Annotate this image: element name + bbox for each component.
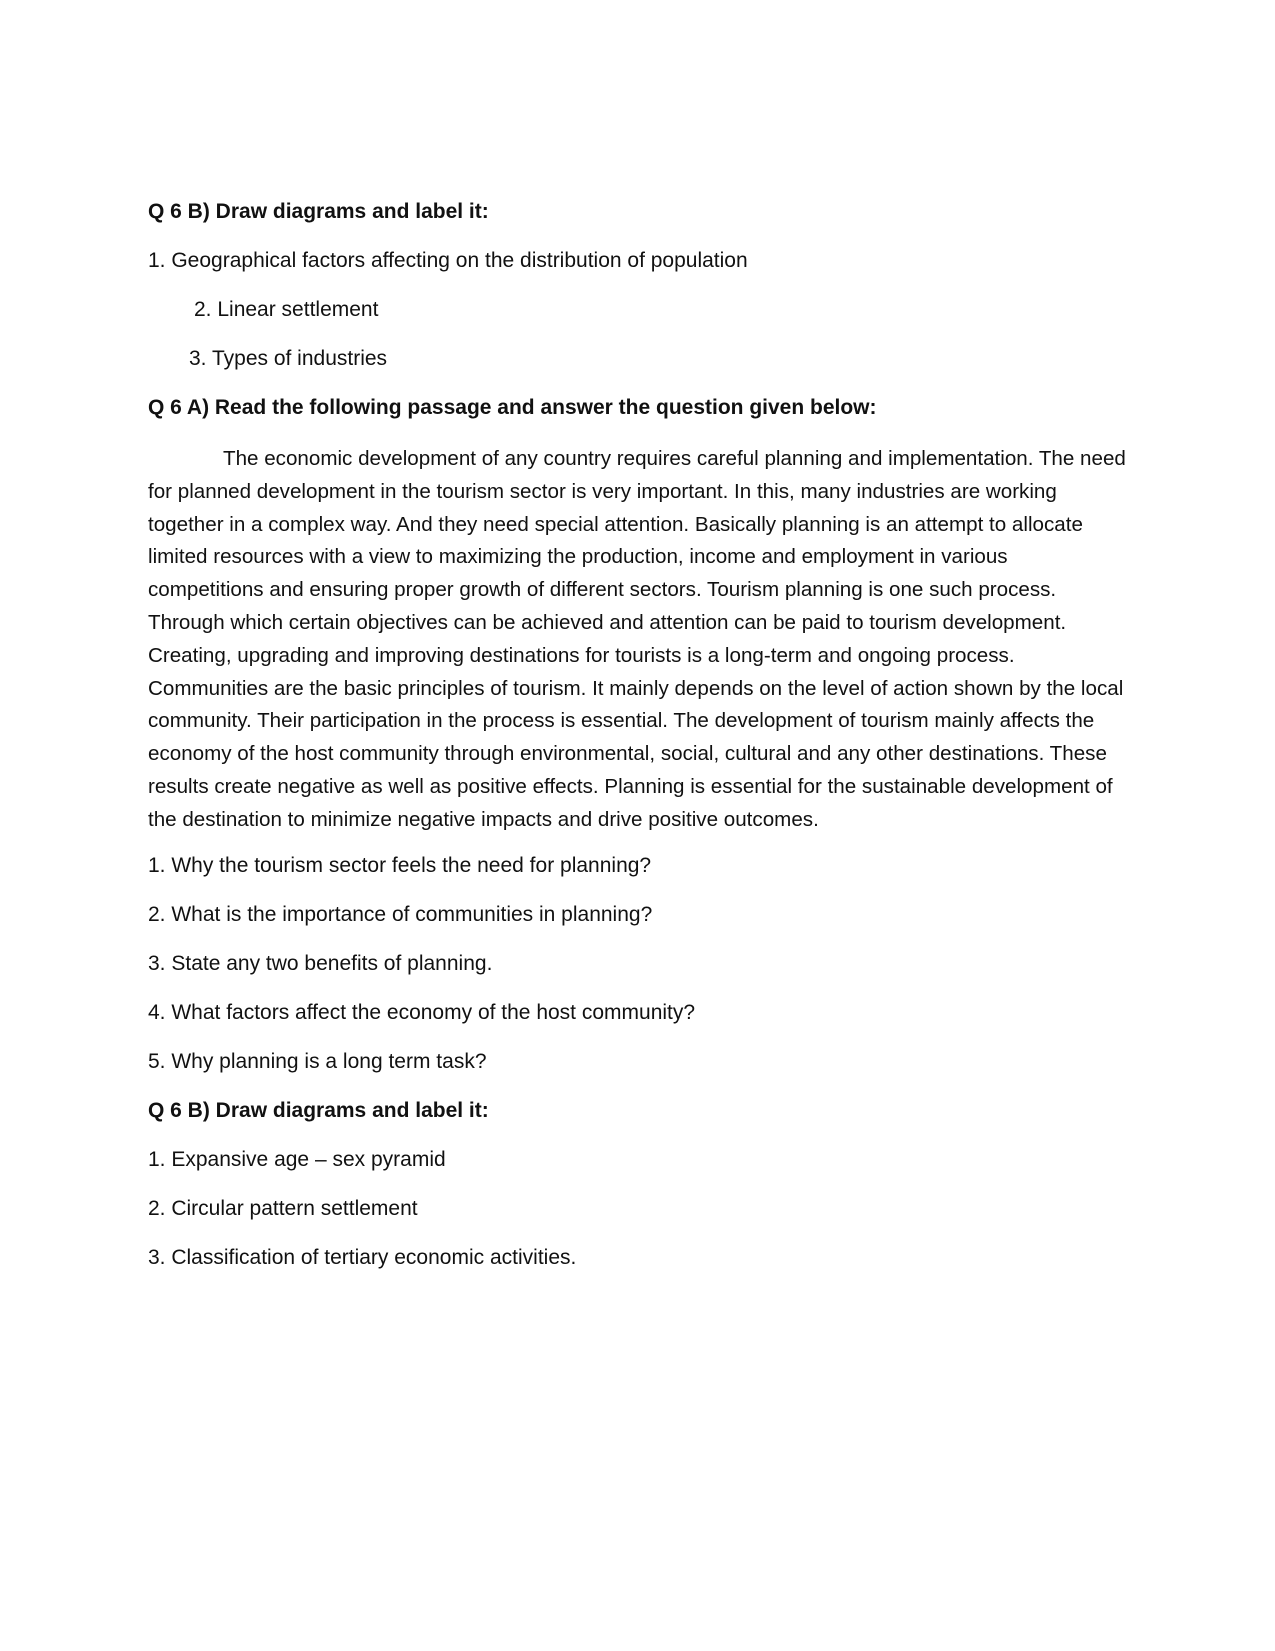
section2-heading: Q 6 A) Read the following passage and answer the question given below: [148,396,877,419]
document-page [148,198,1128,1293]
question-2: 2. What is the importance of communities in planning? [148,902,653,926]
section3-item-2: 2. Circular pattern settlement [148,1196,418,1220]
section1-item-3: 3. Types of industries [189,347,388,370]
question-4: 4. What factors affect the economy of the host community? [148,1000,696,1024]
section1-item-2: 2. Linear settlement [194,298,379,321]
question-3: 3. State any two benefits of planning. [148,951,493,975]
passage-text: The economic development of any country requires careful planning and implementation. The need for planned development in the tourism sector is very important. In this, many industries are working together in a complex way. And they need special attention. Basically planning is an attempt to allocate limited resources with a view to maximizing the production, income and employment in various competitions and ensuring proper growth of different sectors. Tourism planning is one such process. Through which certain objectives can be achieved and attention can be paid to tourism development. Creating, upgrading and improving destinations for tourists is a long-term and ongoing process. Communities are the basic principles of tourism. It mainly depends on the level of action shown by the local community. Their participation in the process is essential. The development of tourism mainly affects the economy of the host community through environmental, social, cultural and any other destinations. These results create negative as well as positive effects. Planning is essential for the sustainable development of the destination to minimize negative impacts and drive positive outcomes. [148,447,1126,831]
section3-item-1: 1. Expansive age – sex pyramid [148,1147,446,1171]
section1-heading: Q 6 B) Draw diagrams and label it: [148,200,489,223]
section3-item-3: 3. Classification of tertiary economic activities. [148,1245,577,1269]
section1-item-1: 1. Geographical factors affecting on the distribution of population [148,249,748,272]
section3-heading: Q 6 B) Draw diagrams and label it: [148,1098,489,1122]
question-1: 1. Why the tourism sector feels the need for planning? [148,853,652,877]
question-5: 5. Why planning is a long term task? [148,1049,487,1073]
